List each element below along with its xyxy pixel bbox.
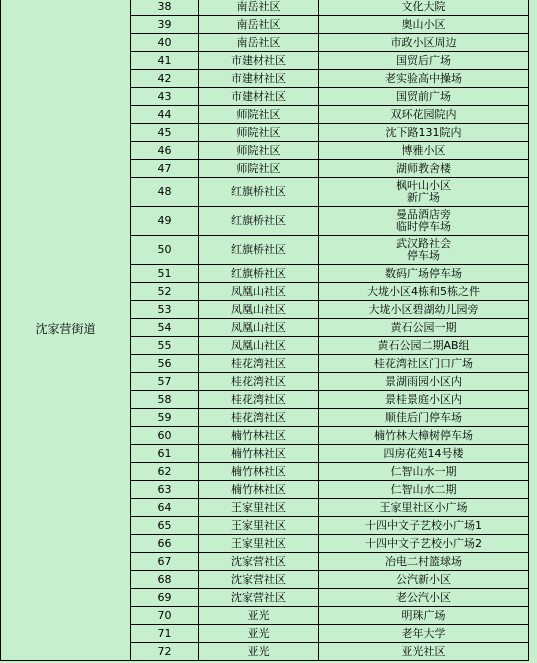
community-cell: 桂花湾社区 — [199, 391, 319, 409]
community-cell: 凤凰山社区 — [199, 301, 319, 319]
location-cell — [319, 106, 529, 124]
location-line: 国贸后广场 — [396, 53, 451, 67]
location-cell — [319, 589, 529, 607]
number-cell: 58 — [131, 391, 199, 409]
location-line: 双环花园院内 — [390, 107, 457, 121]
location-cell — [319, 34, 529, 52]
location-line: 四房花苑14号楼 — [383, 446, 464, 460]
community-cell: 师院社区 — [199, 106, 319, 124]
location-cell — [319, 427, 529, 445]
community-cell: 楠竹林社区 — [199, 481, 319, 499]
number-cell: 48 — [131, 178, 199, 207]
community-cell: 凤凰山社区 — [199, 337, 319, 355]
number-cell: 54 — [131, 319, 199, 337]
community-cell: 市建材社区 — [199, 52, 319, 70]
location-cell — [319, 517, 529, 535]
community-cell: 亚光 — [199, 625, 319, 643]
location-cell — [319, 178, 529, 207]
location-cell — [319, 553, 529, 571]
number-cell: 63 — [131, 481, 199, 499]
location-cell — [319, 535, 529, 553]
community-cell: 楠竹林社区 — [199, 445, 319, 463]
location-cell — [319, 88, 529, 106]
number-cell: 70 — [131, 607, 199, 625]
location-cell — [319, 301, 529, 319]
number-cell: 52 — [131, 283, 199, 301]
number-cell: 45 — [131, 124, 199, 142]
community-cell: 沈家营社区 — [199, 571, 319, 589]
location-line: 十四中文子艺校小广场2 — [365, 536, 482, 550]
location-line: 湖师教舍楼 — [396, 161, 451, 175]
community-cell: 亚光 — [199, 643, 319, 661]
community-cell: 凤凰山社区 — [199, 283, 319, 301]
location-line: 枫叶山小区 — [396, 179, 451, 192]
community-cell: 南岳社区 — [199, 16, 319, 34]
location-line: 大垅小区碧湖幼儿园旁 — [368, 302, 479, 316]
location-line: 十四中文子艺校小广场1 — [365, 518, 482, 532]
location-line: 老公汽小区 — [396, 590, 451, 604]
location-line: 明珠广场 — [401, 608, 446, 622]
community-cell: 红旗桥社区 — [199, 207, 319, 236]
number-cell: 41 — [131, 52, 199, 70]
community-cell: 沈家营社区 — [199, 553, 319, 571]
community-cell: 红旗桥社区 — [199, 178, 319, 207]
location-cell — [319, 319, 529, 337]
location-line: 冶电二村篮球场 — [385, 554, 462, 568]
location-line: 仁智山水二期 — [390, 482, 457, 496]
location-line: 景桂景庭小区内 — [385, 392, 462, 406]
location-line: 国贸前广场 — [396, 89, 451, 103]
community-cell: 沈家营社区 — [199, 589, 319, 607]
location-line: 临时停车场 — [396, 220, 451, 233]
location-line: 数码广场停车场 — [385, 266, 462, 280]
location-line: 王家里社区小广场 — [379, 500, 468, 514]
table-body — [1, 0, 529, 661]
number-cell: 50 — [131, 236, 199, 265]
location-line: 桂花湾社区门口广场 — [374, 356, 473, 370]
number-cell: 61 — [131, 445, 199, 463]
location-cell — [319, 142, 529, 160]
location-line: 公汽新小区 — [396, 572, 451, 586]
location-cell — [319, 265, 529, 283]
number-cell: 64 — [131, 499, 199, 517]
location-line: 顺佳后门停车场 — [385, 410, 462, 424]
location-cell — [319, 160, 529, 178]
number-cell: 56 — [131, 355, 199, 373]
community-cell: 红旗桥社区 — [199, 236, 319, 265]
community-cell: 市建材社区 — [199, 88, 319, 106]
number-cell: 72 — [131, 643, 199, 661]
number-cell: 46 — [131, 142, 199, 160]
location-cell — [319, 625, 529, 643]
location-cell — [319, 499, 529, 517]
number-cell: 55 — [131, 337, 199, 355]
street-cell: 沈家营街道 — [1, 0, 131, 661]
number-cell: 44 — [131, 106, 199, 124]
location-line: 楠竹林大樟树停车场 — [374, 428, 473, 442]
community-cell: 楠竹林社区 — [199, 463, 319, 481]
location-cell — [319, 391, 529, 409]
location-line: 博雅小区 — [401, 143, 446, 157]
location-line: 仁智山水一期 — [390, 464, 457, 478]
community-cell: 凤凰山社区 — [199, 319, 319, 337]
location-cell — [319, 355, 529, 373]
number-cell: 71 — [131, 625, 199, 643]
number-cell: 39 — [131, 16, 199, 34]
location-cell — [319, 463, 529, 481]
location-cell — [319, 571, 529, 589]
location-cell — [319, 481, 529, 499]
community-cell: 南岳社区 — [199, 0, 319, 16]
location-line: 沈下路131院内 — [385, 125, 462, 139]
location-cell — [319, 124, 529, 142]
location-cell — [319, 0, 529, 16]
location-cell — [319, 337, 529, 355]
number-cell: 66 — [131, 535, 199, 553]
location-cell — [319, 207, 529, 236]
location-cell — [319, 445, 529, 463]
location-cell — [319, 70, 529, 88]
location-line: 黄石公园一期 — [390, 320, 457, 334]
location-line: 大垅小区4栋和5栋之件 — [367, 284, 480, 298]
location-line: 武汉路社会 — [396, 237, 451, 250]
number-cell: 62 — [131, 463, 199, 481]
number-cell: 38 — [131, 0, 199, 16]
community-cell: 亚光 — [199, 607, 319, 625]
number-cell: 40 — [131, 34, 199, 52]
community-cell: 南岳社区 — [199, 34, 319, 52]
number-cell: 57 — [131, 373, 199, 391]
community-cell: 师院社区 — [199, 124, 319, 142]
community-cell: 市建材社区 — [199, 70, 319, 88]
community-cell: 王家里社区 — [199, 517, 319, 535]
location-line: 奥山小区 — [401, 17, 446, 31]
location-line: 老实验高中操场 — [385, 71, 462, 85]
number-cell: 53 — [131, 301, 199, 319]
location-line: 文化大院 — [401, 0, 446, 13]
location-cell — [319, 16, 529, 34]
number-cell: 69 — [131, 589, 199, 607]
number-cell: 42 — [131, 70, 199, 88]
community-cell: 桂花湾社区 — [199, 355, 319, 373]
location-line: 老年大学 — [401, 626, 446, 640]
number-cell: 68 — [131, 571, 199, 589]
location-cell — [319, 607, 529, 625]
location-cell — [319, 236, 529, 265]
community-cell: 红旗桥社区 — [199, 265, 319, 283]
community-cell: 王家里社区 — [199, 499, 319, 517]
location-cell — [319, 283, 529, 301]
community-cell: 楠竹林社区 — [199, 427, 319, 445]
community-cell: 师院社区 — [199, 160, 319, 178]
number-cell: 59 — [131, 409, 199, 427]
location-line: 黄石公园二期AB组 — [377, 338, 470, 352]
number-cell: 43 — [131, 88, 199, 106]
location-cell — [319, 52, 529, 70]
location-line: 新广场 — [407, 191, 440, 204]
community-cell: 桂花湾社区 — [199, 409, 319, 427]
community-cell: 桂花湾社区 — [199, 373, 319, 391]
location-cell — [319, 409, 529, 427]
community-cell: 师院社区 — [199, 142, 319, 160]
location-cell — [319, 643, 529, 661]
number-cell: 49 — [131, 207, 199, 236]
table-row — [1, 0, 529, 16]
community-cell: 王家里社区 — [199, 535, 319, 553]
location-line: 停车场 — [407, 249, 440, 262]
location-cell — [319, 373, 529, 391]
number-cell: 60 — [131, 427, 199, 445]
location-line: 市政小区周边 — [390, 35, 457, 49]
location-line: 曼品酒店旁 — [396, 208, 451, 221]
location-line: 景湖雨园小区内 — [385, 374, 462, 388]
number-cell: 67 — [131, 553, 199, 571]
number-cell: 51 — [131, 265, 199, 283]
number-cell: 47 — [131, 160, 199, 178]
location-line: 亚光社区 — [401, 644, 446, 658]
number-cell: 65 — [131, 517, 199, 535]
